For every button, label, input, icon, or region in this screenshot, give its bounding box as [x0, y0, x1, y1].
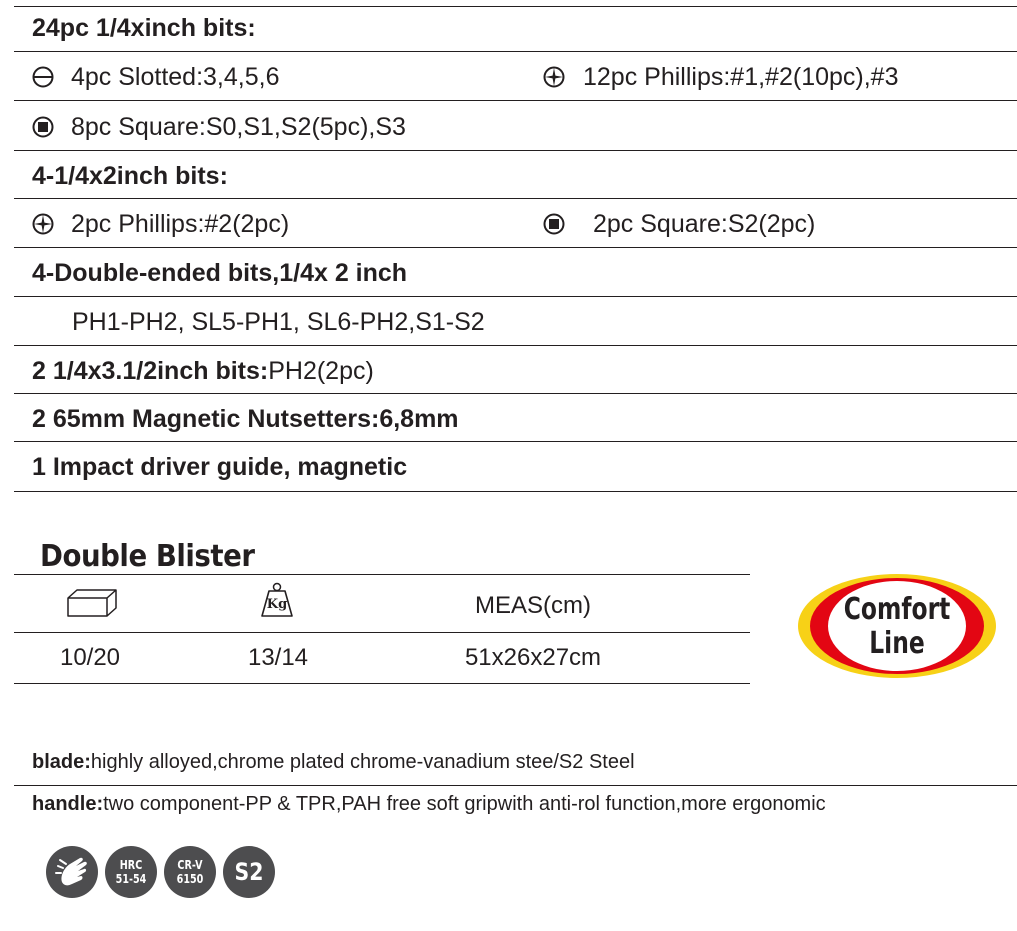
carton-box-icon — [66, 588, 118, 618]
square-drive-icon — [32, 116, 54, 138]
s2-label: S2 — [234, 858, 264, 886]
double-ended-list-text: PH1-PH2, SL5-PH1, SL6-PH2,S1-S2 — [72, 308, 485, 336]
crv-line1: CR-V — [177, 858, 203, 872]
phillips-2-text: 2pc Phillips:#2(2pc) — [71, 210, 290, 238]
blade-text: highly alloyed,chrome plated chrome-vanadium stee/S2 Steel — [90, 751, 635, 773]
hand-grip-icon — [46, 846, 98, 898]
logo-line1: Comfort — [843, 592, 951, 627]
qty-value: 10/20 — [59, 644, 121, 671]
crv-badge — [164, 846, 216, 898]
phillips-12-text: 12pc Phillips:#1,#2(10pc),#3 — [583, 63, 899, 91]
s2-badge — [223, 846, 275, 898]
phillips-icon — [32, 213, 54, 235]
handle-label: handle: — [32, 793, 104, 815]
phillips-icon — [543, 66, 565, 88]
section-double-title: 4-Double-ended bits,1/4x 2 inch — [32, 259, 408, 287]
comfort-line-logo — [798, 574, 996, 678]
blade-spec — [32, 750, 635, 774]
meas-value: 51x26x27cm — [464, 644, 602, 671]
nutsetters-text: 2 65mm Magnetic Nutsetters:6,8mm — [32, 405, 459, 433]
slotted-text: 4pc Slotted:3,4,5,6 — [71, 63, 280, 91]
weight-icon-label: Kg — [266, 597, 288, 612]
logo-line2: Line — [869, 626, 925, 661]
square-2-text: 2pc Square:S2(2pc) — [593, 210, 816, 238]
weight-value: 13/14 — [247, 644, 309, 671]
crv-line2: 6150 — [176, 872, 204, 886]
square-drive-icon — [543, 213, 565, 235]
slotted-icon — [32, 66, 54, 88]
hrc-line2: 51-54 — [115, 872, 147, 886]
section-312-text — [32, 357, 374, 385]
blade-label: blade: — [32, 751, 91, 773]
packaging-rule-bottom — [14, 683, 750, 684]
packaging-rule-top — [14, 574, 750, 575]
section-2inch-title: 4-1/4x2inch bits: — [32, 162, 228, 190]
section-312-label: 2 1/4x3.1/2inch bits: — [32, 357, 269, 385]
hrc-line1: HRC — [119, 858, 143, 872]
section-312-value: PH2(2pc) — [268, 357, 374, 385]
spec-divider — [14, 785, 1017, 786]
packaging-title: Double Blister — [40, 539, 255, 574]
hand-grip-badge — [46, 846, 98, 898]
hrc-badge — [105, 846, 157, 898]
packaging-rule-middle — [14, 632, 750, 633]
handle-text: two component-PP & TPR,PAH free soft gripwith anti-rol function,more ergonomic — [103, 793, 826, 815]
handle-spec — [32, 792, 826, 816]
meas-header: MEAS(cm) — [475, 592, 591, 619]
section-24pc-title: 24pc 1/4xinch bits: — [32, 14, 256, 42]
square-8-text: 8pc Square:S0,S1,S2(5pc),S3 — [71, 113, 406, 141]
impact-guide-text: 1 Impact driver guide, magnetic — [32, 453, 408, 481]
